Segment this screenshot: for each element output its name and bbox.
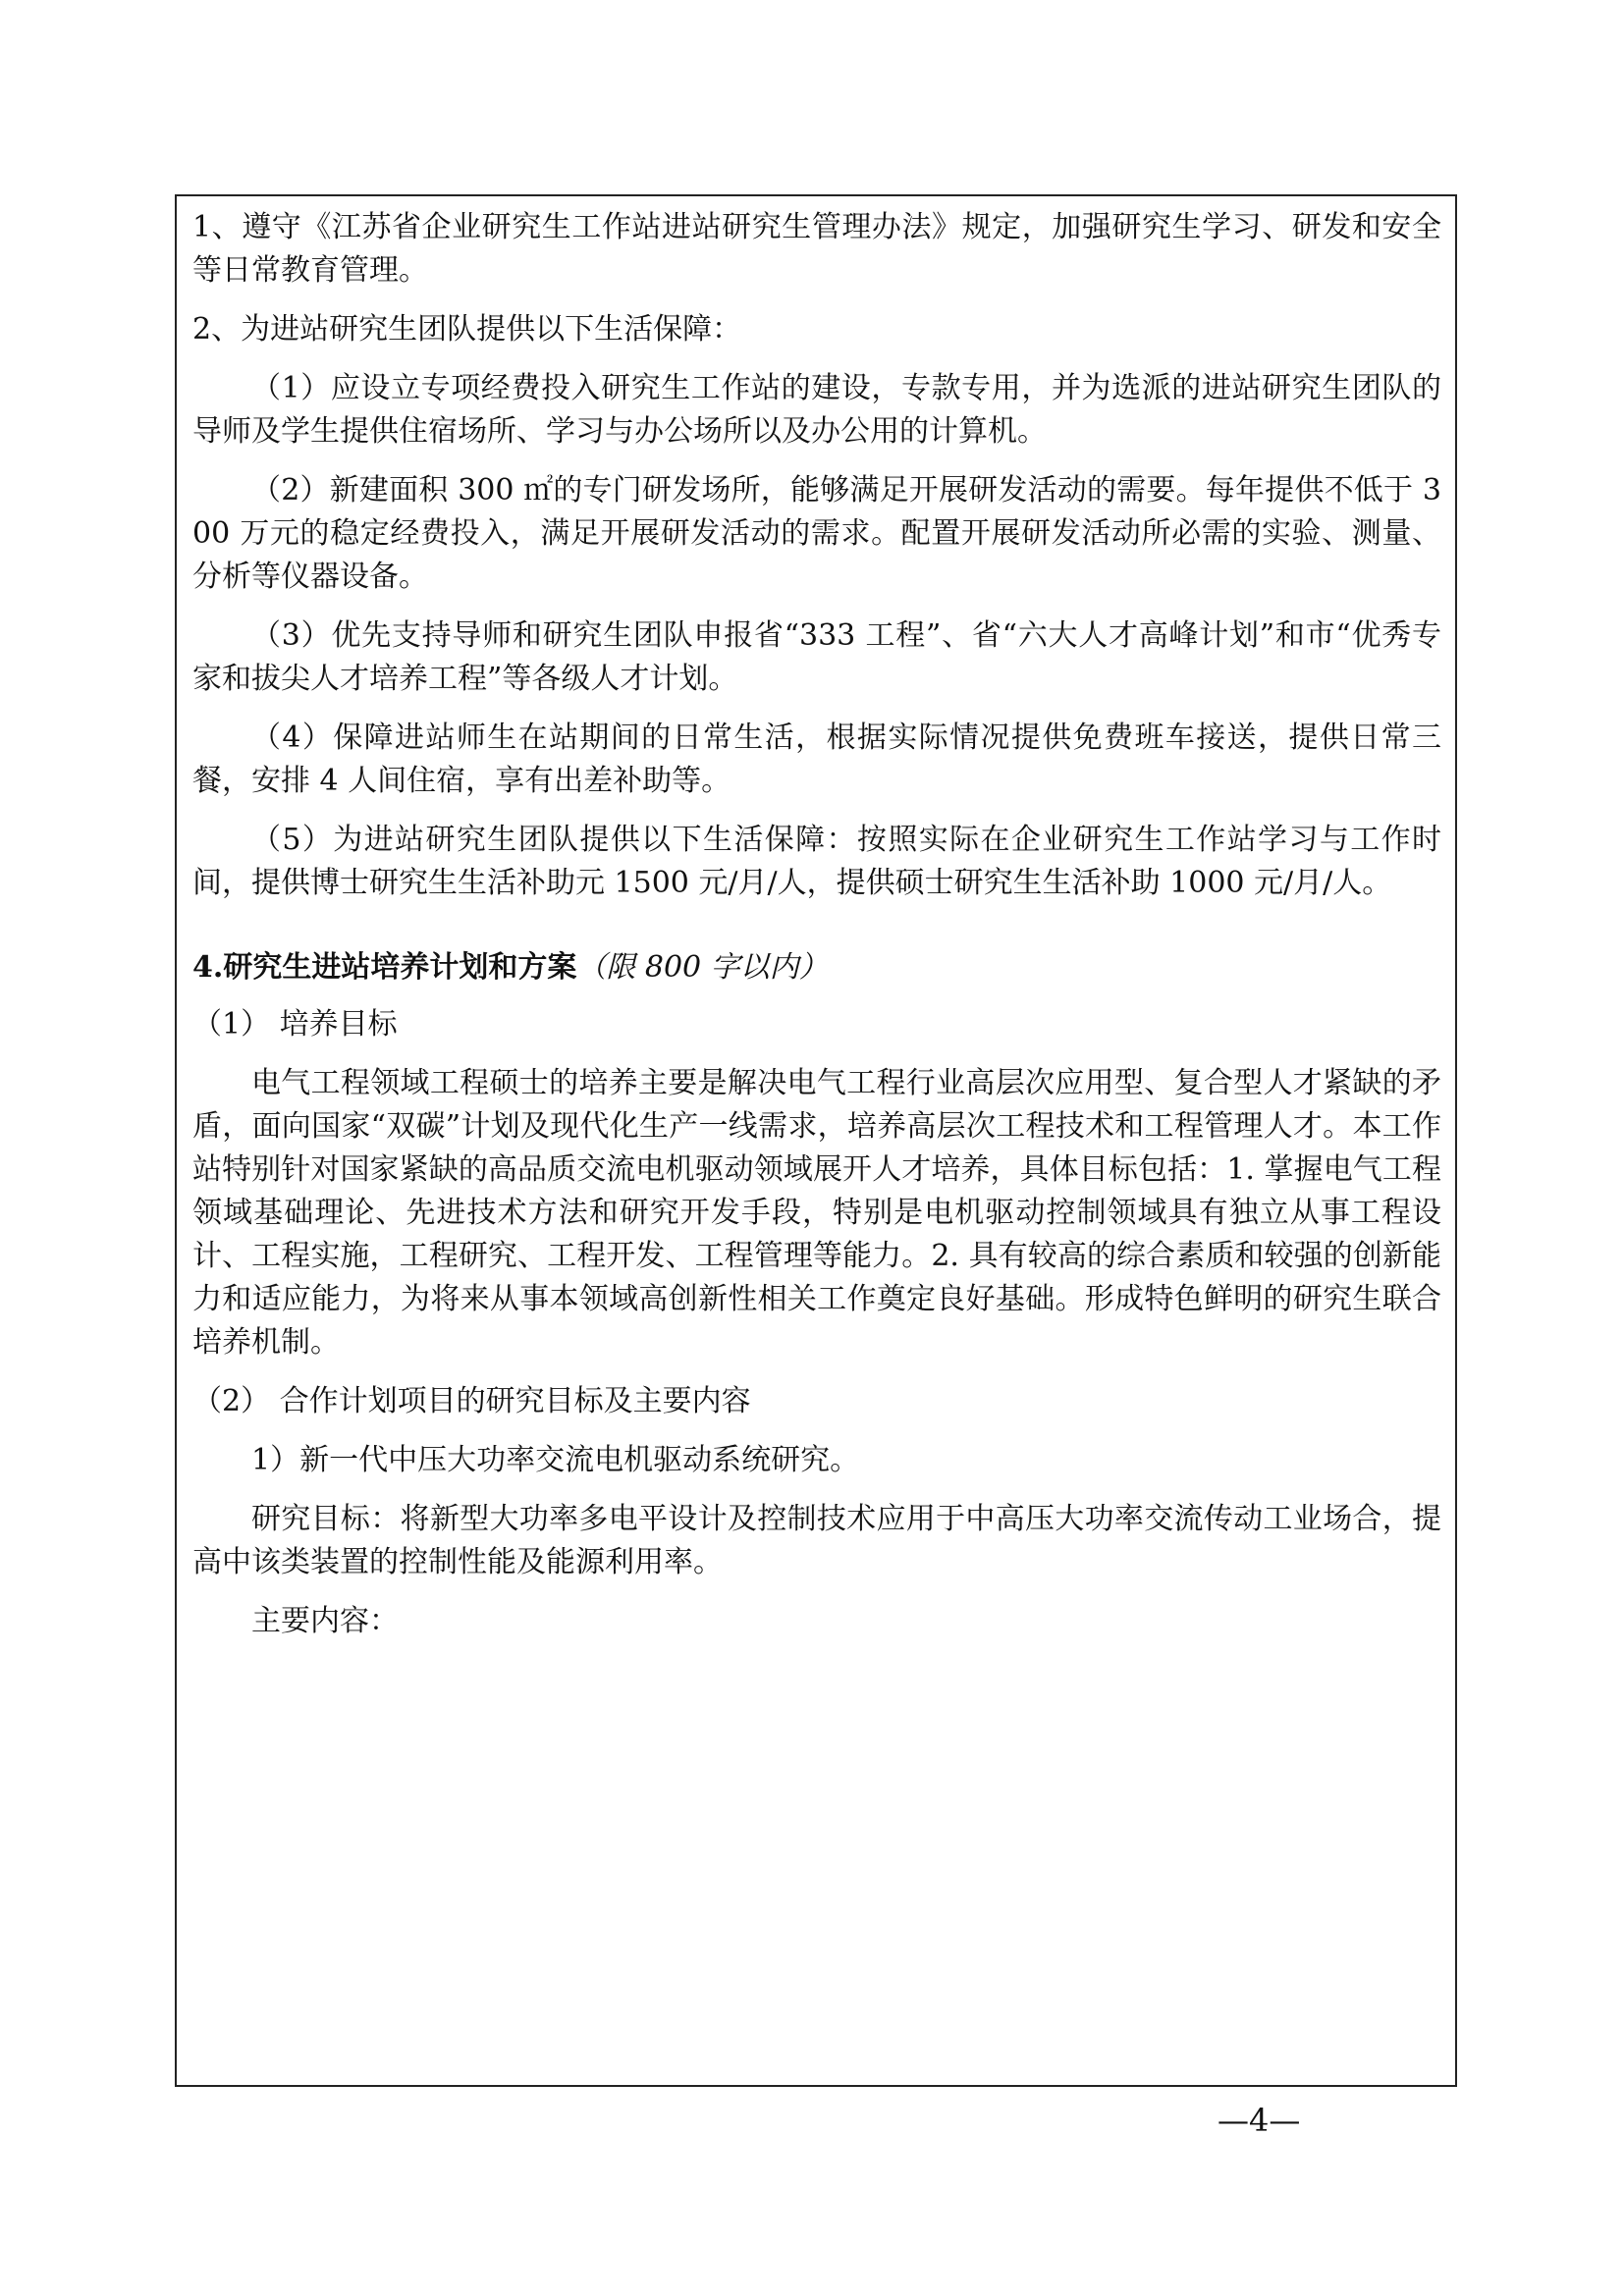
subsection-1-body: 电气工程领域工程硕士的培养主要是解决电气工程行业高层次应用型、复合型人才紧缺的矛盾，面向国家“双碳”计划及现代化生产一线需求，培养高层次工程技术和工程管理人才。本工作站特别针对国家紧缺的高品质交流电机驱动领域展开人才培养，具体目标包括：1. 掌握电气工程领域基础理论、先进技术方法和研究开发手段，特别是电机驱动控制领域具有独立从事工程设计、工程实施，工程研究、工程开发、工程管理等能力。2. 具有较高的综合素质和较强的创新能力和适应能力，为将来从事本领域高创新性相关工作奠定良好基础。形成特色鲜明的研究生联合培养机制。 [192, 1066, 1441, 1360]
support-item-4: （4）保障进站师生在站期间的日常生活，根据实际情况提供免费班车接送，提供日常三餐，安排 4 人间住宿，享有出差补助等。 [192, 721, 1441, 798]
rule-item-2: 2、为进站研究生团队提供以下生活保障： [192, 312, 742, 347]
form-table-frame [175, 194, 1457, 2087]
page-number: —4— [1218, 2102, 1301, 2139]
support-item-2: （2）新建面积 300 ㎡的专门研发场所，能够满足开展研发活动的需要。每年提供不低于 300 万元的稳定经费投入，满足开展研发活动的需求。配置开展研发活动所必需的实验、测量、分析等仪器设备。 [192, 473, 1441, 594]
subsection-2-title: （2） 合作计划项目的研究目标及主要内容 [192, 1384, 751, 1418]
section-4-heading [192, 946, 1441, 989]
form-content [192, 206, 1441, 1659]
support-item-1: （1）应设立专项经费投入研究生工作站的建设，专款专用，并为选派的进站研究生团队的导师及学生提供住宿场所、学习与办公场所以及办公用的计算机。 [192, 371, 1441, 449]
support-item-3: （3）优先支持导师和研究生团队申报省“333 工程”、省“六大人才高峰计划”和市“优秀专家和拔尖人才培养工程”等各级人才计划。 [192, 618, 1441, 696]
subsection-1-title: （1） 培养目标 [192, 1007, 398, 1041]
rule-item-1: 1、遵守《江苏省企业研究生工作站进站研究生管理办法》规定，加强研究生学习、研发和安全等日常教育管理。 [192, 210, 1441, 288]
support-item-5: （5）为进站研究生团队提供以下生活保障：按照实际在企业研究生工作站学习与工作时间，提供博士研究生生活补助元 1500 元/月/人，提供硕士研究生生活补助 1000 元/月/人。 [192, 823, 1441, 900]
section-4-title: 4.研究生进站培养计划和方案 [192, 950, 577, 985]
subsection-2-content: 主要内容： [251, 1604, 399, 1638]
section-4-note: （限 800 字以内） [576, 950, 829, 985]
subsection-2-goal: 研究目标：将新型大功率多电平设计及控制技术应用于中高压大功率交流传动工业场合，提高中该类装置的控制性能及能源利用率。 [192, 1502, 1441, 1579]
subsection-2-item-1: 1）新一代中压大功率交流电机驱动系统研究。 [251, 1443, 860, 1477]
